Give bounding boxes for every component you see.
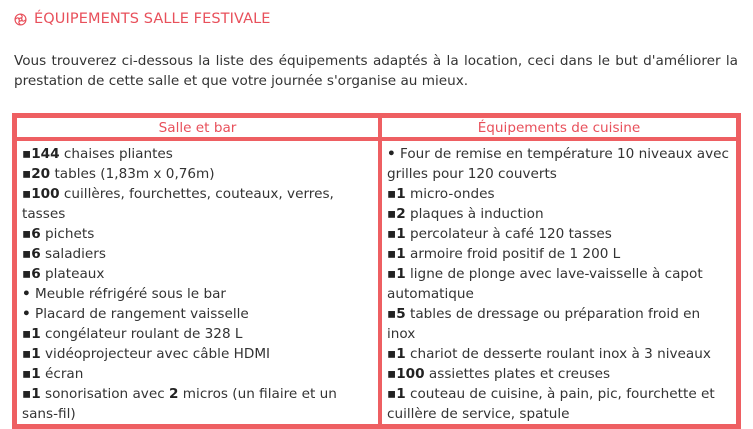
list-item [22, 284, 372, 304]
bullet-marker: ▪ [22, 326, 32, 342]
bullet-marker: ▪ [22, 166, 32, 182]
item-label: chaises pliantes [59, 146, 173, 162]
bullet-marker: • [22, 306, 31, 322]
section-title: ÉQUIPEMENTS SALLE FESTIVALE [34, 11, 271, 27]
item-label: tables de dressage ou préparation froid en inox [387, 306, 701, 342]
item-quantity: 1 [31, 366, 41, 382]
item-quantity: 1 [31, 346, 41, 362]
item-label: chariot de desserte roulant inox à 3 niveaux [405, 346, 711, 362]
item-quantity: 5 [396, 306, 406, 322]
bullet-marker: ▪ [387, 246, 397, 262]
bullet-marker: ▪ [22, 186, 32, 202]
bullet-marker: ▪ [22, 386, 32, 402]
item-label: tables (1,83m x 0,76m) [50, 166, 215, 182]
bullet-marker: ▪ [22, 246, 32, 262]
list-item [387, 264, 730, 304]
salle-bar-cell [15, 139, 380, 426]
item-quantity: 1 [31, 326, 41, 342]
item-label: Four de remise en température 10 niveaux avec grilles pour 120 couverts [387, 146, 729, 182]
item-label: Meuble réfrigéré sous le bar [30, 286, 227, 302]
list-item [22, 184, 372, 224]
bullet-marker: ▪ [22, 226, 32, 242]
item-quantity: 1 [396, 386, 406, 402]
item-quantity: 1 [396, 246, 406, 262]
item-label: micros (un filaire et un sans-fil) [22, 386, 337, 422]
item-label: vidéoprojecteur avec câble HDMI [40, 346, 271, 362]
list-item [22, 244, 372, 264]
bullet-marker: ▪ [22, 366, 32, 382]
item-quantity: 1 [396, 226, 406, 242]
item-label: écran [40, 366, 84, 382]
list-item [387, 244, 730, 264]
item-label: plateaux [40, 266, 105, 282]
item-label: armoire froid positif de 1 200 L [405, 246, 621, 262]
list-item [387, 204, 730, 224]
bullet-marker: ▪ [387, 226, 397, 242]
list-item [387, 344, 730, 364]
list-item [22, 264, 372, 284]
bullet-marker: ▪ [387, 386, 397, 402]
flower-icon [14, 13, 27, 26]
item-quantity: 1 [31, 386, 41, 402]
cuisine-list [387, 144, 730, 424]
item-quantity: 2 [169, 386, 179, 402]
list-item [22, 364, 372, 384]
item-quantity: 100 [31, 186, 60, 202]
bullet-marker: ▪ [387, 306, 397, 322]
item-label: saladiers [40, 246, 106, 262]
item-quantity: 6 [31, 266, 41, 282]
equipment-table [12, 113, 741, 429]
bullet-marker: ▪ [22, 146, 32, 162]
item-label: couteau de cuisine, à pain, pic, fourchette et cuillère de service, spatule [387, 386, 715, 422]
item-quantity: 1 [396, 186, 406, 202]
section-heading [14, 9, 271, 29]
list-item [387, 384, 730, 424]
item-label: assiettes plates et creuses [424, 366, 611, 382]
bullet-marker: • [22, 286, 31, 302]
list-item [22, 304, 372, 324]
item-quantity: 1 [396, 346, 406, 362]
list-item [22, 164, 372, 184]
list-item [387, 364, 730, 384]
intro-paragraph: Vous trouverez ci-dessous la liste des équipements adaptés à la location, ceci dans le but d'améliorer la prestation de cette salle et que votre journée s'organise au mieux. [14, 53, 738, 89]
bullet-marker: ▪ [387, 206, 397, 222]
salle-bar-list [22, 144, 372, 424]
bullet-marker: ▪ [22, 266, 32, 282]
item-label: congélateur roulant de 328 L [40, 326, 243, 342]
item-label: percolateur à café 120 tasses [405, 226, 612, 242]
bullet-marker: ▪ [387, 366, 397, 382]
item-quantity: 20 [31, 166, 51, 182]
item-label: sonorisation avec [40, 386, 170, 402]
item-quantity: 100 [396, 366, 425, 382]
item-quantity: 6 [31, 246, 41, 262]
bullet-marker: ▪ [387, 346, 397, 362]
bullet-marker: ▪ [387, 266, 397, 282]
list-item [22, 224, 372, 244]
list-item [22, 384, 372, 424]
column-header-salle-bar: Salle et bar [15, 116, 380, 139]
item-label: cuillères, fourchettes, couteaux, verres, tasses [22, 186, 334, 222]
item-quantity: 144 [31, 146, 60, 162]
bullet-marker: ▪ [387, 186, 397, 202]
item-label: plaques à induction [405, 206, 544, 222]
list-item [387, 184, 730, 204]
item-label: ligne de plonge avec lave-vaisselle à capot automatique [387, 266, 703, 302]
item-label: micro-ondes [405, 186, 495, 202]
item-label: Placard de rangement vaisselle [30, 306, 249, 322]
list-item [22, 144, 372, 164]
item-quantity: 1 [396, 266, 406, 282]
list-item [22, 344, 372, 364]
list-item [387, 304, 730, 344]
item-quantity: 2 [396, 206, 406, 222]
cuisine-cell [380, 139, 738, 426]
item-quantity: 6 [31, 226, 41, 242]
list-item [387, 224, 730, 244]
list-item [22, 324, 372, 344]
bullet-marker: • [387, 146, 396, 162]
column-header-cuisine: Équipements de cuisine [380, 116, 738, 139]
bullet-marker: ▪ [22, 346, 32, 362]
list-item [387, 144, 730, 184]
item-label: pichets [40, 226, 95, 242]
